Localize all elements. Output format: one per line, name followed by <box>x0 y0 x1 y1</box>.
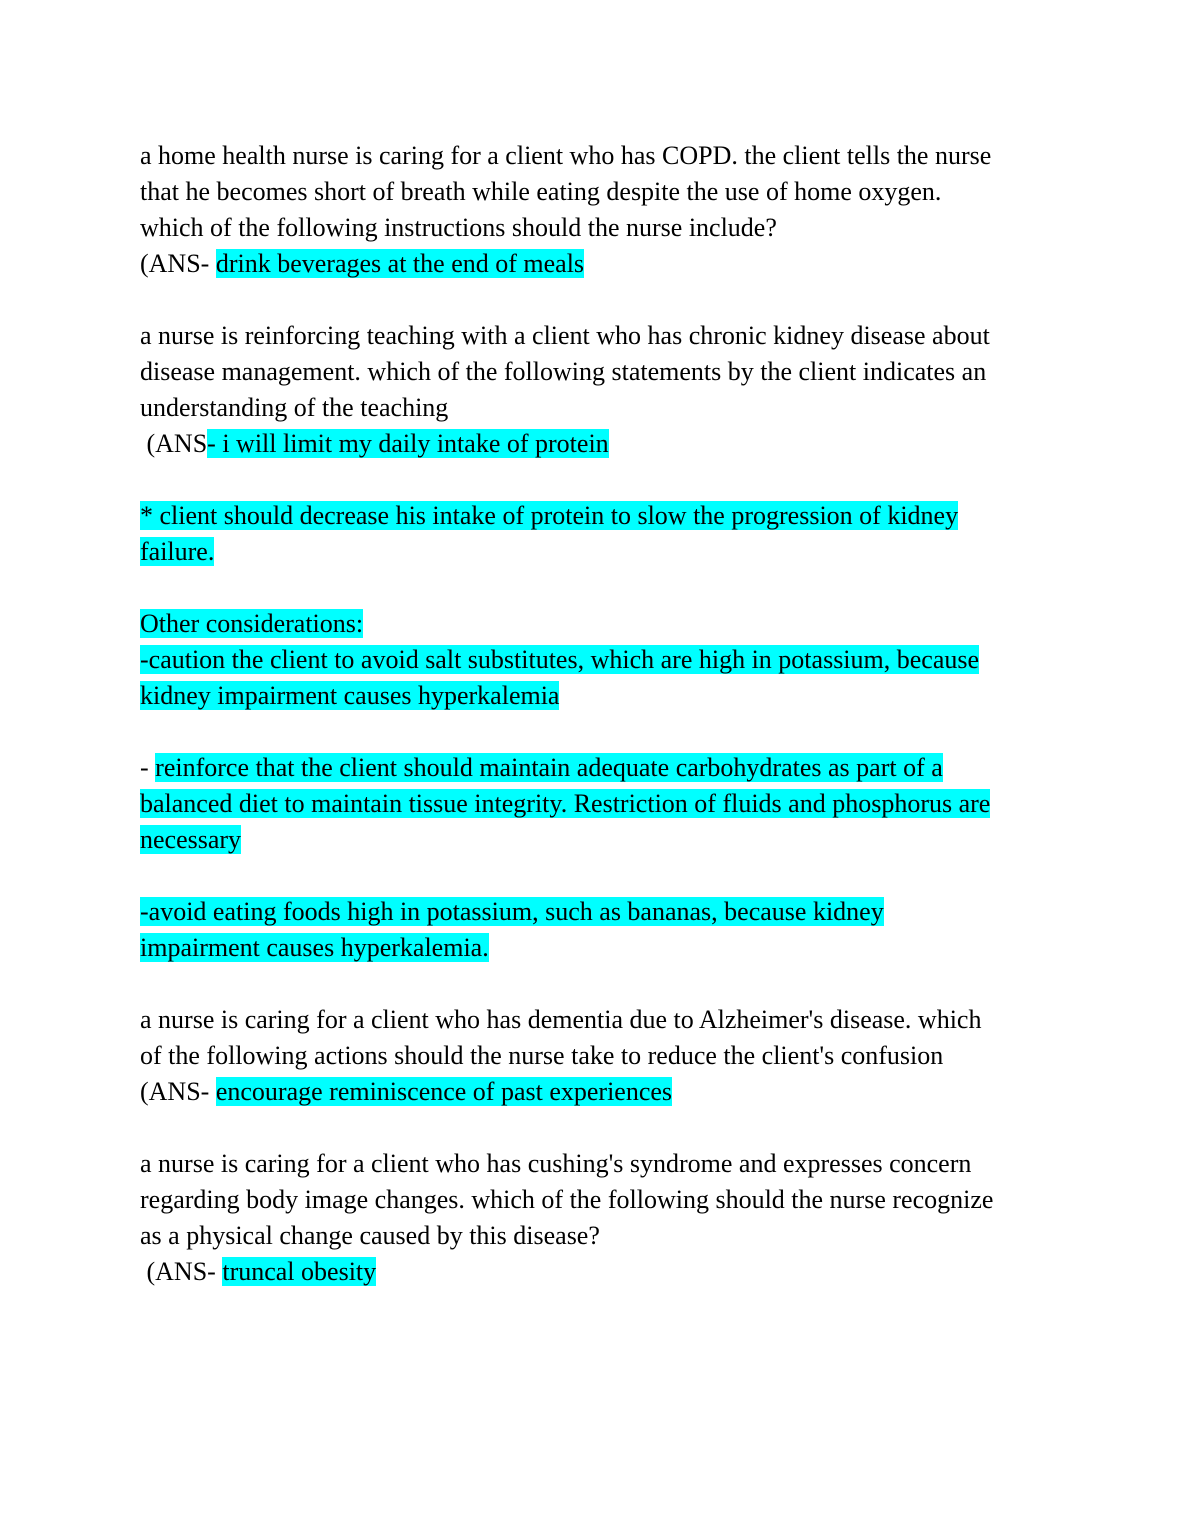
question-text-line: a nurse is caring for a client who has dementia due to Alzheimer's disease. which <box>140 1005 982 1034</box>
highlighted-rationale: failure. <box>140 537 215 566</box>
question-ckd <box>140 318 1040 966</box>
consideration-line <box>140 750 1040 786</box>
highlighted-answer: drink beverages at the end of meals <box>215 249 585 278</box>
consideration-prefix: - <box>140 753 156 782</box>
answer-prefix: (ANS- <box>140 1077 216 1106</box>
highlighted-consideration: necessary <box>140 825 242 854</box>
question-text-line: a nurse is reinforcing teaching with a client who has chronic kidney disease about <box>140 321 990 350</box>
rationale-line <box>140 498 1040 534</box>
answer-line <box>140 1074 1040 1110</box>
document-body <box>140 138 1040 1290</box>
question-dementia <box>140 1002 1040 1110</box>
question-text-line: as a physical change caused by this disease? <box>140 1221 600 1250</box>
question-text-line: disease management. which of the following statements by the client indicates an <box>140 357 987 386</box>
question-copd <box>140 138 1040 282</box>
question-cushings <box>140 1146 1040 1290</box>
highlighted-consideration: reinforce that the client should maintain adequate carbohydrates as part of a <box>155 753 943 782</box>
question-text-line: that he becomes short of breath while eating despite the use of home oxygen. <box>140 177 942 206</box>
question-text-line: of the following actions should the nurse take to reduce the client's confusion <box>140 1041 944 1070</box>
answer-prefix: (ANS- <box>140 249 216 278</box>
question-text-line: understanding of the teaching <box>140 393 449 422</box>
highlighted-consideration: kidney impairment causes hyperkalemia <box>140 681 560 710</box>
highlighted-consideration: -avoid eating foods high in potassium, such as bananas, because kidney <box>140 897 884 926</box>
question-text-line: regarding body image changes. which of the following should the nurse recognize <box>140 1185 994 1214</box>
consideration-line <box>140 642 1040 678</box>
consideration-line <box>140 822 1040 858</box>
consideration-line <box>140 930 1040 966</box>
highlighted-consideration: impairment causes hyperkalemia. <box>140 933 489 962</box>
highlighted-consideration: balanced diet to maintain tissue integrity. Restriction of fluids and phosphorus are <box>140 789 991 818</box>
highlighted-consideration: -caution the client to avoid salt substitutes, which are high in potassium, because <box>140 645 980 674</box>
answer-prefix: (ANS- <box>140 1257 223 1286</box>
answer-line <box>140 426 1040 462</box>
rationale-line <box>140 534 1040 570</box>
highlighted-heading: Other considerations: <box>140 609 364 638</box>
consideration-line <box>140 678 1040 714</box>
question-text-line: which of the following instructions should the nurse include? <box>140 213 777 242</box>
answer-line <box>140 1254 1040 1290</box>
considerations-heading <box>140 606 1040 642</box>
highlighted-answer: - i will limit my daily intake of protein <box>207 429 609 458</box>
highlighted-rationale: * client should decrease his intake of protein to slow the progression of kidney <box>140 501 959 530</box>
question-text-line: a nurse is caring for a client who has cushing's syndrome and expresses concern <box>140 1149 972 1178</box>
highlighted-answer: truncal obesity <box>222 1257 377 1286</box>
question-text-line: a home health nurse is caring for a client who has COPD. the client tells the nurse <box>140 141 992 170</box>
answer-prefix: (ANS <box>140 429 208 458</box>
highlighted-answer: encourage reminiscence of past experiences <box>215 1077 673 1106</box>
answer-line <box>140 246 1040 282</box>
consideration-line <box>140 786 1040 822</box>
consideration-line <box>140 894 1040 930</box>
